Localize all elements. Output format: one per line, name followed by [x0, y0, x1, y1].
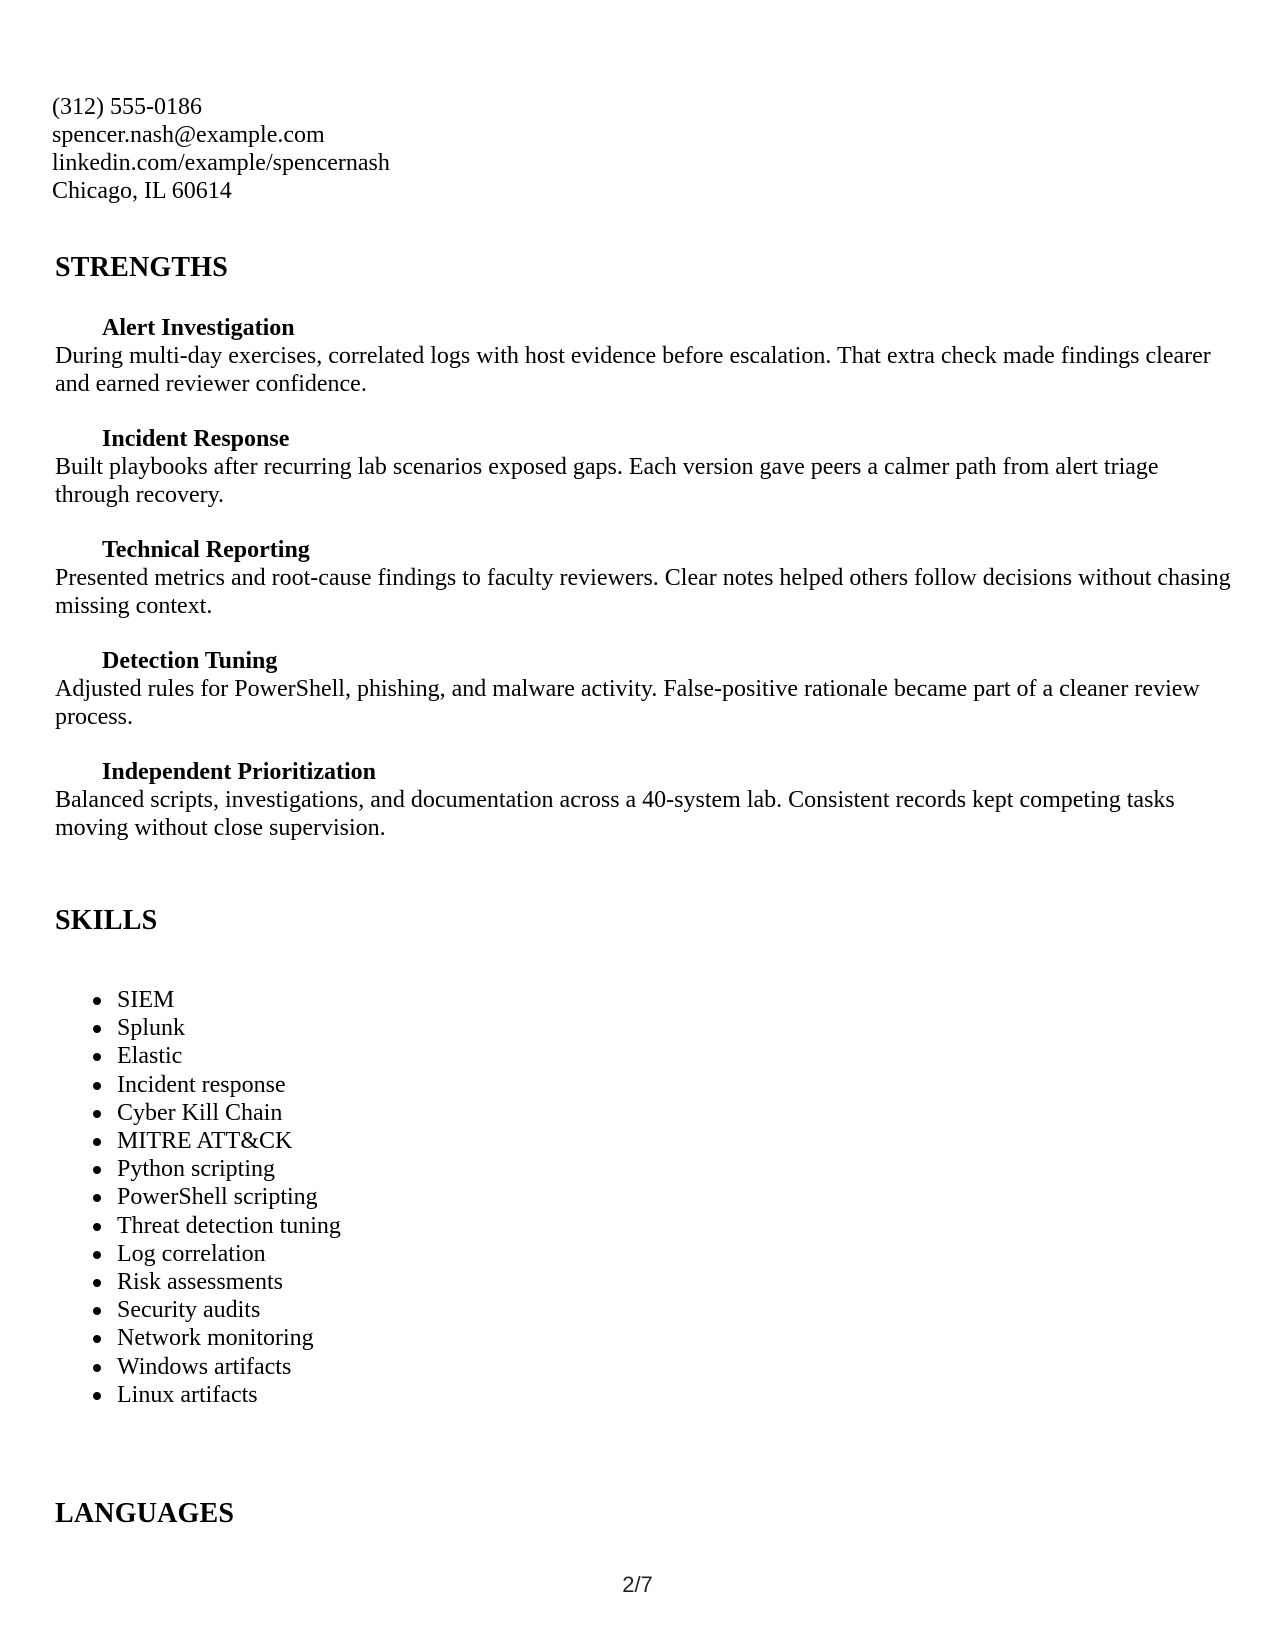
contact-email: spencer.nash@example.com [52, 122, 325, 148]
skill-item: Elastic [90, 1042, 341, 1070]
strength-description: During multi-day exercises, correlated logs with host evidence before escalation. That extra check made findings clearer and earned reviewer confidence. [55, 343, 1211, 397]
strength-description: Balanced scripts, investigations, and documentation across a 40-system lab. Consistent records kept competing tasks moving without close supervision. [55, 787, 1175, 841]
skill-item: Python scripting [90, 1155, 341, 1183]
strength-item [55, 536, 1235, 620]
strength-title: Independent Prioritization [102, 759, 376, 785]
skill-item: Cyber Kill Chain [90, 1099, 341, 1127]
skill-item: MITRE ATT&CK [90, 1127, 341, 1155]
contact-block [52, 93, 390, 205]
skill-item: Windows artifacts [90, 1353, 341, 1381]
skill-item: Log correlation [90, 1240, 341, 1268]
skill-item: Network monitoring [90, 1324, 341, 1352]
skills-heading: SKILLS [55, 905, 158, 936]
strength-title: Detection Tuning [102, 648, 278, 674]
strength-item [55, 314, 1235, 398]
page-number: 2/7 [622, 1572, 653, 1597]
skill-item: Incident response [90, 1071, 341, 1099]
strengths-section [55, 314, 1235, 869]
skill-item: Splunk [90, 1014, 341, 1042]
strength-description: Built playbooks after recurring lab scenarios exposed gaps. Each version gave peers a calmer path from alert triage through recovery. [55, 454, 1159, 508]
strength-item [55, 425, 1235, 509]
strength-item [55, 758, 1235, 842]
contact-linkedin: linkedin.com/example/spencernash [52, 150, 390, 176]
skill-item: Threat detection tuning [90, 1212, 341, 1240]
strength-title: Alert Investigation [102, 315, 295, 341]
strengths-heading: STRENGTHS [55, 252, 228, 283]
skill-item: SIEM [90, 986, 341, 1014]
skill-item: Risk assessments [90, 1268, 341, 1296]
languages-heading: LANGUAGES [55, 1498, 235, 1529]
strength-description: Presented metrics and root-cause findings to faculty reviewers. Clear notes helped others follow decisions without chasing missing context. [55, 565, 1231, 619]
strength-title: Technical Reporting [102, 537, 310, 563]
skill-item: Security audits [90, 1296, 341, 1324]
contact-phone: (312) 555-0186 [52, 94, 202, 120]
contact-location: Chicago, IL 60614 [52, 178, 232, 204]
strength-title: Incident Response [102, 426, 290, 452]
skill-item: PowerShell scripting [90, 1183, 341, 1211]
strength-item [55, 647, 1235, 731]
skills-list [90, 986, 341, 1409]
strength-description: Adjusted rules for PowerShell, phishing, and malware activity. False-positive rationale became part of a cleaner review process. [55, 676, 1200, 730]
skill-item: Linux artifacts [90, 1381, 341, 1409]
